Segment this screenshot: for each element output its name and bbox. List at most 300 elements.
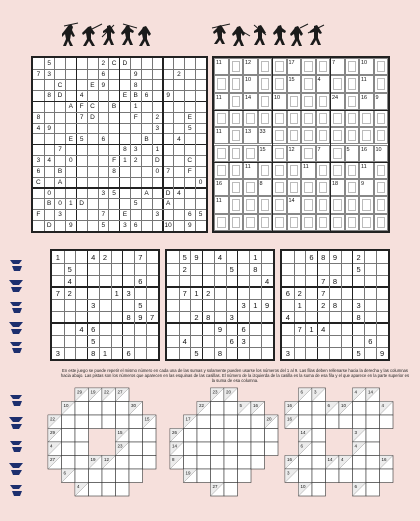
killer-cell[interactable] xyxy=(116,456,130,470)
kakuro-entry-cell[interactable] xyxy=(374,110,389,127)
killer-cell[interactable] xyxy=(184,442,198,456)
sudoku-cell[interactable] xyxy=(329,323,341,335)
killer-cell[interactable] xyxy=(62,429,76,443)
kakuro-entry-cell[interactable] xyxy=(374,75,389,92)
sudoku-cell[interactable] xyxy=(376,311,388,323)
sudoku-cell[interactable] xyxy=(99,275,111,287)
sudoku-cell[interactable] xyxy=(317,311,329,323)
sudoku-cell[interactable] xyxy=(226,275,238,287)
sudoku-cell[interactable]: 8 xyxy=(321,252,326,262)
sudoku-cell[interactable] xyxy=(146,323,158,335)
kakuro-entry-cell[interactable] xyxy=(301,214,316,231)
killer-cell[interactable] xyxy=(224,402,238,416)
sudoku-cell[interactable] xyxy=(249,335,261,347)
hex-sudoku-cell[interactable] xyxy=(195,80,206,91)
killer-cell[interactable] xyxy=(339,415,353,429)
hex-sudoku-cell[interactable]: 5 xyxy=(187,124,192,132)
hex-sudoku-cell[interactable] xyxy=(195,69,206,80)
hex-sudoku-cell[interactable] xyxy=(44,101,55,112)
kakuro-entry-cell[interactable] xyxy=(214,145,229,162)
sudoku-cell[interactable]: 5 xyxy=(182,252,187,262)
kakuro-entry-cell[interactable] xyxy=(287,214,302,231)
hex-sudoku-cell[interactable]: F xyxy=(133,113,138,121)
hex-sudoku-cell[interactable]: 5 xyxy=(79,135,84,143)
killer-cell[interactable] xyxy=(353,402,367,416)
sudoku-cell[interactable] xyxy=(64,311,76,323)
hex-sudoku-cell[interactable] xyxy=(163,69,174,80)
kakuro-entry-cell[interactable] xyxy=(316,162,331,179)
killer-cell[interactable] xyxy=(366,456,380,470)
hex-sudoku-cell[interactable]: D xyxy=(154,157,160,165)
sudoku-cell[interactable]: 7 xyxy=(150,312,155,322)
sudoku-cell[interactable]: 8 xyxy=(126,312,131,322)
sudoku-cell[interactable] xyxy=(364,275,376,287)
hex-sudoku-cell[interactable]: 9 xyxy=(47,124,52,132)
hex-sudoku-cell[interactable]: 2 xyxy=(177,70,181,78)
hex-sudoku-cell[interactable]: A xyxy=(165,200,171,208)
sudoku-cell[interactable]: 6 xyxy=(241,324,246,334)
hex-sudoku-cell[interactable]: 4 xyxy=(177,135,181,143)
sudoku-cell[interactable] xyxy=(167,311,179,323)
killer-cell[interactable] xyxy=(75,456,89,470)
sudoku-cell[interactable]: 6 xyxy=(229,336,234,346)
hex-sudoku-cell[interactable] xyxy=(87,69,98,80)
hex-sudoku-cell[interactable] xyxy=(33,199,44,210)
hex-sudoku-cell[interactable] xyxy=(184,199,195,210)
hex-sudoku-cell[interactable] xyxy=(174,155,185,166)
sudoku-cell[interactable] xyxy=(111,263,123,275)
kakuro-entry-cell[interactable] xyxy=(345,110,360,127)
hex-sudoku-cell[interactable] xyxy=(76,220,87,231)
sudoku-cell[interactable] xyxy=(167,347,179,359)
hex-sudoku-cell[interactable] xyxy=(141,69,152,80)
sudoku-cell[interactable]: 5 xyxy=(194,348,199,358)
sudoku-cell[interactable] xyxy=(76,251,88,263)
sudoku-cell[interactable] xyxy=(76,335,88,347)
hex-sudoku-cell[interactable] xyxy=(44,166,55,177)
hex-sudoku-cell[interactable]: 3 xyxy=(123,222,127,230)
kakuro-entry-cell[interactable] xyxy=(243,196,258,213)
hex-sudoku-cell[interactable] xyxy=(33,145,44,156)
killer-cell[interactable] xyxy=(102,402,116,416)
kakuro-entry-cell[interactable] xyxy=(229,196,244,213)
sudoku-cell[interactable]: 9 xyxy=(332,252,338,262)
sudoku-cell[interactable]: 7 xyxy=(297,324,302,334)
hex-sudoku-cell[interactable]: 4 xyxy=(47,157,52,165)
sudoku-cell[interactable] xyxy=(202,335,214,347)
sudoku-cell[interactable]: 5 xyxy=(67,264,72,274)
hex-sudoku-cell[interactable] xyxy=(195,145,206,156)
sudoku-cell[interactable]: 1 xyxy=(253,300,258,310)
sudoku-cell[interactable] xyxy=(214,335,226,347)
sudoku-cell[interactable] xyxy=(317,263,329,275)
killer-cell[interactable] xyxy=(238,429,252,443)
sudoku-cell[interactable]: 4 xyxy=(67,276,72,286)
sudoku-cell[interactable] xyxy=(191,323,203,335)
hex-sudoku-cell[interactable]: D xyxy=(165,189,171,197)
sudoku-cell[interactable] xyxy=(123,251,135,263)
hex-sudoku-cell[interactable]: 1 xyxy=(155,146,160,154)
hex-sudoku-cell[interactable]: 3 xyxy=(155,211,160,219)
sudoku-cell[interactable]: 5 xyxy=(91,336,96,346)
hex-sudoku-cell[interactable] xyxy=(98,145,109,156)
kakuro-entry-cell[interactable] xyxy=(359,214,374,231)
killer-cell[interactable] xyxy=(312,429,326,443)
kakuro-entry-cell[interactable] xyxy=(229,75,244,92)
sudoku-cell[interactable] xyxy=(52,335,64,347)
sudoku-cell[interactable] xyxy=(249,275,261,287)
kakuro-entry-cell[interactable] xyxy=(258,93,273,110)
sudoku-cell[interactable] xyxy=(329,347,341,359)
hex-sudoku-cell[interactable] xyxy=(76,188,87,199)
kakuro-entry-cell[interactable] xyxy=(316,93,331,110)
killer-cell[interactable] xyxy=(116,402,130,416)
sudoku-cell[interactable]: 6 xyxy=(91,324,96,334)
hex-sudoku-cell[interactable] xyxy=(120,199,131,210)
sudoku-cell[interactable]: 8 xyxy=(253,264,258,274)
killer-cell[interactable] xyxy=(238,415,252,429)
sudoku-cell[interactable] xyxy=(76,299,88,311)
killer-cell[interactable] xyxy=(224,415,238,429)
kakuro-entry-cell[interactable] xyxy=(374,127,389,144)
sudoku-cell[interactable] xyxy=(87,275,99,287)
sudoku-cell[interactable] xyxy=(282,299,294,311)
killer-cell[interactable] xyxy=(143,456,157,470)
kakuro-entry-cell[interactable] xyxy=(287,93,302,110)
killer-cell[interactable] xyxy=(116,483,130,497)
hex-sudoku-cell[interactable] xyxy=(174,112,185,123)
sudoku-cell[interactable] xyxy=(341,251,353,263)
hex-sudoku-cell[interactable] xyxy=(87,58,98,69)
hex-sudoku-cell[interactable] xyxy=(184,145,195,156)
hex-sudoku-cell[interactable] xyxy=(174,145,185,156)
sudoku-cell[interactable]: 2 xyxy=(206,288,211,298)
sudoku-cell[interactable] xyxy=(134,347,146,359)
sudoku-cell[interactable] xyxy=(134,287,146,299)
kakuro-entry-cell[interactable] xyxy=(214,110,229,127)
hex-sudoku-cell[interactable] xyxy=(55,69,66,80)
sudoku-cell[interactable] xyxy=(341,311,353,323)
hex-sudoku-cell[interactable] xyxy=(163,80,174,91)
kakuro-entry-cell[interactable] xyxy=(330,110,345,127)
hex-sudoku-cell[interactable]: 3 xyxy=(155,124,160,132)
sudoku-cell[interactable] xyxy=(134,335,146,347)
kakuro-entry-cell[interactable] xyxy=(301,196,316,213)
kakuro-entry-cell[interactable] xyxy=(345,127,360,144)
sudoku-cell[interactable] xyxy=(249,311,261,323)
hex-sudoku-cell[interactable]: F xyxy=(187,168,192,176)
hex-sudoku-cell[interactable] xyxy=(55,58,66,69)
hex-sudoku-cell[interactable]: 2 xyxy=(101,59,106,67)
sudoku-cell[interactable] xyxy=(52,299,64,311)
killer-cell[interactable] xyxy=(265,429,279,443)
killer-cell[interactable] xyxy=(75,442,89,456)
sudoku-cell[interactable] xyxy=(226,251,238,263)
sudoku-cell[interactable] xyxy=(306,311,318,323)
sudoku-cell[interactable] xyxy=(111,251,123,263)
kakuro-entry-cell[interactable] xyxy=(258,214,273,231)
hex-sudoku-cell[interactable] xyxy=(184,188,195,199)
sudoku-cell[interactable]: 6 xyxy=(126,348,131,358)
hex-sudoku-cell[interactable] xyxy=(184,69,195,80)
sudoku-cell[interactable] xyxy=(123,275,135,287)
sudoku-cell[interactable] xyxy=(123,263,135,275)
sudoku-cell[interactable]: 4 xyxy=(265,276,270,286)
hex-sudoku-cell[interactable] xyxy=(98,199,109,210)
sudoku-cell[interactable] xyxy=(146,287,158,299)
killer-cell[interactable] xyxy=(211,456,225,470)
sudoku-cell[interactable] xyxy=(306,263,318,275)
kakuro-entry-cell[interactable] xyxy=(316,127,331,144)
hex-sudoku-cell[interactable] xyxy=(120,166,131,177)
hex-sudoku-cell[interactable] xyxy=(76,80,87,91)
killer-cell[interactable] xyxy=(116,469,130,483)
killer-cell[interactable] xyxy=(224,456,238,470)
hex-sudoku-cell[interactable]: 3 xyxy=(133,146,138,154)
killer-cell[interactable] xyxy=(312,469,326,483)
sudoku-cell[interactable] xyxy=(123,323,135,335)
kakuro-entry-cell[interactable] xyxy=(374,58,389,75)
kakuro-entry-cell[interactable] xyxy=(345,179,360,196)
kakuro-entry-cell[interactable] xyxy=(243,110,258,127)
hex-sudoku-cell[interactable] xyxy=(76,166,87,177)
hex-sudoku-cell[interactable] xyxy=(174,101,185,112)
hex-sudoku-cell[interactable] xyxy=(33,58,44,69)
kakuro-entry-cell[interactable] xyxy=(374,214,389,231)
sudoku-cell[interactable] xyxy=(111,299,123,311)
killer-cell[interactable] xyxy=(251,456,265,470)
sudoku-cell[interactable]: 3 xyxy=(229,312,234,322)
sudoku-cell[interactable] xyxy=(329,287,341,299)
killer-cell[interactable] xyxy=(129,469,143,483)
sudoku-cell[interactable] xyxy=(249,323,261,335)
sudoku-cell[interactable]: 8 xyxy=(217,348,223,358)
kakuro-entry-cell[interactable] xyxy=(272,196,287,213)
sudoku-cell[interactable] xyxy=(99,287,111,299)
hex-sudoku-cell[interactable] xyxy=(120,80,131,91)
sudoku-cell[interactable] xyxy=(111,323,123,335)
killer-cell[interactable] xyxy=(102,469,116,483)
kakuro-entry-cell[interactable] xyxy=(345,214,360,231)
killer-cell[interactable] xyxy=(184,429,198,443)
kakuro-entry-cell[interactable] xyxy=(330,214,345,231)
sudoku-cell[interactable] xyxy=(111,347,123,359)
hex-sudoku-cell[interactable]: B xyxy=(133,92,138,100)
hex-sudoku-cell[interactable]: B xyxy=(47,200,52,208)
hex-sudoku-cell[interactable]: F xyxy=(79,103,84,111)
sudoku-cell[interactable] xyxy=(238,311,250,323)
kakuro-entry-cell[interactable] xyxy=(345,75,360,92)
hex-sudoku-cell[interactable] xyxy=(130,188,141,199)
sudoku-cell[interactable] xyxy=(123,299,135,311)
hex-sudoku-cell[interactable] xyxy=(87,188,98,199)
hex-sudoku-cell[interactable] xyxy=(195,220,206,231)
sudoku-cell[interactable] xyxy=(261,251,273,263)
sudoku-cell[interactable] xyxy=(353,275,365,287)
hex-sudoku-cell[interactable] xyxy=(195,199,206,210)
hex-sudoku-cell[interactable] xyxy=(174,123,185,134)
hex-sudoku-cell[interactable] xyxy=(120,101,131,112)
hex-sudoku-cell[interactable] xyxy=(87,166,98,177)
hex-sudoku-cell[interactable]: 1 xyxy=(69,200,73,208)
sudoku-cell[interactable] xyxy=(238,287,250,299)
sudoku-cell[interactable] xyxy=(376,263,388,275)
hex-sudoku-cell[interactable]: C xyxy=(57,81,63,89)
killer-cell[interactable] xyxy=(366,429,380,443)
kakuro-entry-cell[interactable] xyxy=(345,162,360,179)
sudoku-cell[interactable] xyxy=(111,275,123,287)
sudoku-cell[interactable] xyxy=(99,335,111,347)
sudoku-cell[interactable] xyxy=(64,347,76,359)
hex-sudoku-cell[interactable] xyxy=(163,101,174,112)
sudoku-cell[interactable] xyxy=(376,251,388,263)
kakuro-entry-cell[interactable] xyxy=(243,179,258,196)
hex-sudoku-cell[interactable]: 7 xyxy=(36,70,41,78)
sudoku-cell[interactable] xyxy=(306,347,318,359)
sudoku-cell[interactable] xyxy=(146,275,158,287)
sudoku-cell[interactable]: 6 xyxy=(138,276,143,286)
hex-sudoku-cell[interactable] xyxy=(195,155,206,166)
kakuro-entry-cell[interactable] xyxy=(316,179,331,196)
sudoku-cell[interactable] xyxy=(87,263,99,275)
killer-cell[interactable] xyxy=(129,429,143,443)
sudoku-cell[interactable] xyxy=(167,251,179,263)
sudoku-cell[interactable] xyxy=(364,299,376,311)
sudoku-cell[interactable]: 9 xyxy=(194,252,199,262)
kakuro-entry-cell[interactable] xyxy=(345,196,360,213)
hex-sudoku-cell[interactable] xyxy=(195,123,206,134)
sudoku-cell[interactable] xyxy=(226,347,238,359)
hex-sudoku-cell[interactable]: 8 xyxy=(47,92,52,100)
sudoku-cell[interactable]: 6 xyxy=(309,252,314,262)
hex-sudoku-cell[interactable] xyxy=(141,209,152,220)
killer-cell[interactable] xyxy=(380,415,394,429)
hex-sudoku-cell[interactable]: D xyxy=(79,200,84,208)
killer-cell[interactable] xyxy=(129,456,143,470)
hex-sudoku-cell[interactable] xyxy=(174,166,185,177)
hex-sudoku-cell[interactable] xyxy=(130,123,141,134)
hex-sudoku-cell[interactable]: 5 xyxy=(47,59,52,67)
sudoku-cell[interactable] xyxy=(376,287,388,299)
hex-sudoku-cell[interactable] xyxy=(87,155,98,166)
hex-sudoku-cell[interactable] xyxy=(163,155,174,166)
sudoku-cell[interactable] xyxy=(146,263,158,275)
killer-cell[interactable] xyxy=(299,469,313,483)
sudoku-cell[interactable]: 3 xyxy=(241,300,246,310)
sudoku-cell[interactable] xyxy=(214,299,226,311)
sudoku-cell[interactable]: 2 xyxy=(67,288,72,298)
killer-cell[interactable] xyxy=(224,469,238,483)
killer-cell[interactable] xyxy=(211,402,225,416)
sudoku-cell[interactable] xyxy=(282,323,294,335)
sudoku-cell[interactable] xyxy=(76,263,88,275)
kakuro-entry-cell[interactable] xyxy=(316,214,331,231)
sudoku-cell[interactable] xyxy=(282,275,294,287)
killer-cell[interactable] xyxy=(312,415,326,429)
hex-sudoku-cell[interactable]: E xyxy=(122,211,128,219)
sudoku-cell[interactable] xyxy=(64,335,76,347)
hex-sudoku-cell[interactable] xyxy=(87,145,98,156)
hex-sudoku-cell[interactable]: 1 xyxy=(123,157,127,165)
killer-cell[interactable] xyxy=(224,442,238,456)
sudoku-cell[interactable] xyxy=(76,287,88,299)
kakuro-entry-cell[interactable] xyxy=(214,75,229,92)
sudoku-cell[interactable] xyxy=(134,263,146,275)
killer-cell[interactable] xyxy=(326,469,340,483)
kakuro-entry-cell[interactable] xyxy=(287,110,302,127)
kakuro-entry-cell[interactable] xyxy=(301,127,316,144)
hex-sudoku-cell[interactable] xyxy=(87,220,98,231)
sudoku-cell[interactable] xyxy=(226,287,238,299)
hex-sudoku-cell[interactable] xyxy=(98,166,109,177)
hex-sudoku-cell[interactable] xyxy=(76,209,87,220)
hex-sudoku-cell[interactable] xyxy=(44,80,55,91)
hex-sudoku-cell[interactable]: 8 xyxy=(36,113,41,121)
hex-sudoku-cell[interactable]: 2 xyxy=(155,113,160,121)
hex-sudoku-cell[interactable]: 9 xyxy=(69,222,73,230)
hex-sudoku-cell[interactable]: D xyxy=(122,59,128,67)
killer-cell[interactable] xyxy=(116,415,130,429)
sudoku-cell[interactable]: 9 xyxy=(138,312,143,322)
sudoku-cell[interactable] xyxy=(238,263,250,275)
hex-sudoku-cell[interactable] xyxy=(76,155,87,166)
hex-sudoku-cell[interactable] xyxy=(141,112,152,123)
sudoku-cell[interactable] xyxy=(261,323,273,335)
sudoku-cell[interactable] xyxy=(341,299,353,311)
killer-cell[interactable] xyxy=(312,456,326,470)
sudoku-cell[interactable] xyxy=(376,323,388,335)
kakuro-entry-cell[interactable] xyxy=(229,214,244,231)
killer-cell[interactable] xyxy=(312,442,326,456)
sudoku-cell[interactable] xyxy=(87,287,99,299)
kakuro-entry-cell[interactable] xyxy=(272,214,287,231)
hex-sudoku-cell[interactable]: D xyxy=(46,222,52,230)
sudoku-cell[interactable] xyxy=(179,275,191,287)
sudoku-cell[interactable] xyxy=(353,287,365,299)
sudoku-cell[interactable] xyxy=(306,299,318,311)
kakuro-entry-cell[interactable] xyxy=(301,179,316,196)
hex-sudoku-cell[interactable] xyxy=(120,69,131,80)
sudoku-cell[interactable]: 3 xyxy=(126,288,131,298)
sudoku-cell[interactable] xyxy=(202,263,214,275)
hex-sudoku-cell[interactable]: 9 xyxy=(101,81,106,89)
hex-sudoku-cell[interactable] xyxy=(44,145,55,156)
sudoku-cell[interactable] xyxy=(261,347,273,359)
killer-cell[interactable] xyxy=(75,469,89,483)
kakuro-entry-cell[interactable] xyxy=(229,179,244,196)
sudoku-cell[interactable]: 4 xyxy=(182,336,187,346)
hex-sudoku-cell[interactable]: 0 xyxy=(198,178,203,186)
sudoku-cell[interactable] xyxy=(202,299,214,311)
hex-sudoku-cell[interactable] xyxy=(163,58,174,69)
kakuro-entry-cell[interactable] xyxy=(345,93,360,110)
killer-cell[interactable] xyxy=(143,442,157,456)
killer-cell[interactable] xyxy=(238,469,252,483)
sudoku-cell[interactable] xyxy=(341,347,353,359)
kakuro-entry-cell[interactable] xyxy=(243,145,258,162)
sudoku-cell[interactable]: 2 xyxy=(356,252,361,262)
kakuro-entry-cell[interactable] xyxy=(214,162,229,179)
kakuro-entry-cell[interactable] xyxy=(301,110,316,127)
hex-sudoku-cell[interactable]: 5 xyxy=(198,211,203,219)
sudoku-cell[interactable] xyxy=(341,323,353,335)
sudoku-cell[interactable] xyxy=(52,323,64,335)
sudoku-cell[interactable] xyxy=(294,347,306,359)
sudoku-cell[interactable] xyxy=(294,335,306,347)
hex-sudoku-cell[interactable]: 5 xyxy=(133,200,138,208)
hex-sudoku-cell[interactable] xyxy=(55,155,66,166)
hex-sudoku-cell[interactable] xyxy=(174,58,185,69)
